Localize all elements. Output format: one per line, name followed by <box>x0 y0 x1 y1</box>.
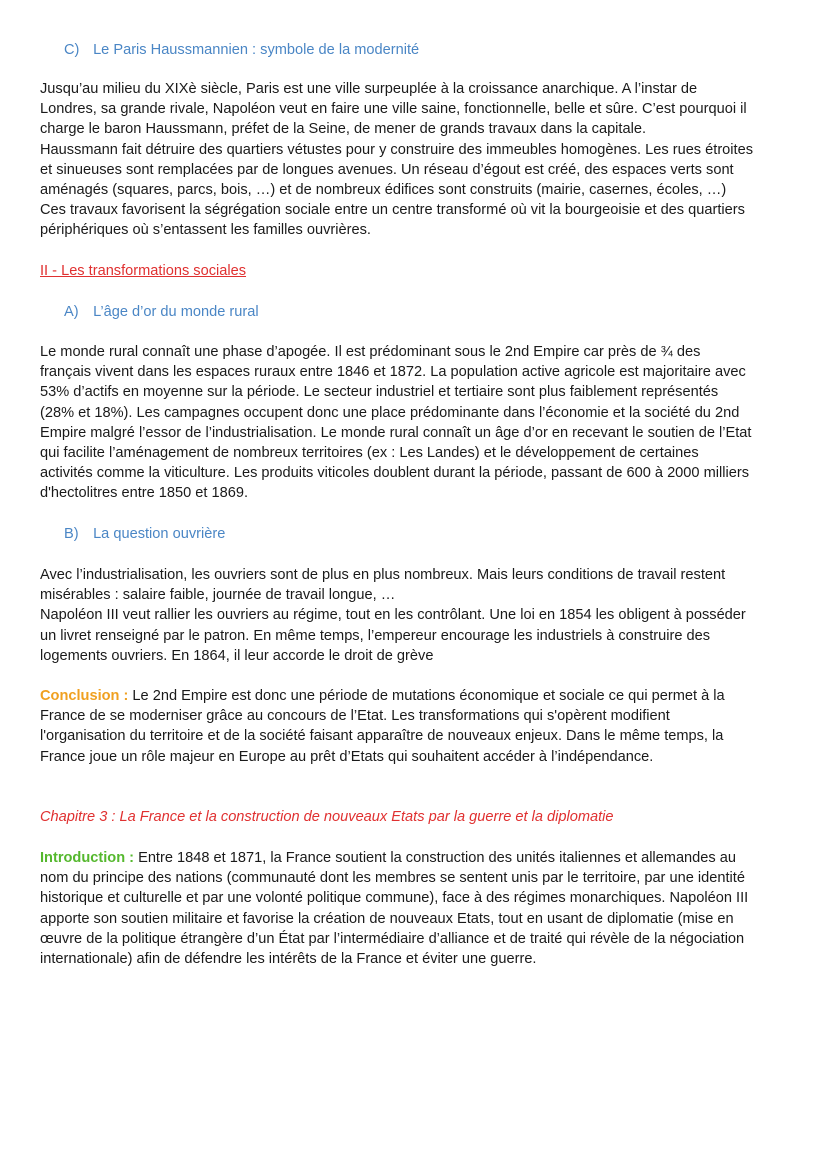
conclusion-paragraph <box>40 686 792 767</box>
paragraph-line <box>40 848 792 868</box>
subsection-a-title: L’âge d’or du monde rural <box>93 304 259 320</box>
paragraph-line: activités comme la viticulture. Les produits viticoles doublent durant la période, passant de 600 à 2000 milliers <box>40 465 749 482</box>
chapter-title: Chapitre 3 : La France et la construction de nouveaux Etats par la guerre et la diplomatie <box>40 809 614 825</box>
paragraph-line: Haussmann fait détruire des quartiers vétustes pour y construire des immeubles homogènes. Les rues étroites <box>40 141 754 158</box>
paragraph-line: Napoléon III veut rallier les ouvriers au régime, tout en les contrôlant. Une loi en 1854 les obligent à posséder <box>40 607 746 624</box>
paragraph-line: un livret renseigné par le patron. En même temps, l’empereur encourage les industriels à construire des <box>40 627 711 644</box>
paragraph-line: logements ouvriers. En 1864, il leur accorde le droit de grève <box>40 647 434 664</box>
subsection-a-heading <box>64 302 816 322</box>
paragraph-line: charge le baron Haussmann, préfet de la Seine, de mener de grands travaux dans la capitale. <box>40 121 647 138</box>
introduction-first-line: Entre 1848 et 1871, la France soutient la construction des unités italiennes et allemandes au <box>134 850 736 866</box>
paragraph-line: misérables : salaire faible, journée de travail longue, … <box>40 587 396 604</box>
subsection-c-paragraph <box>40 79 792 241</box>
paragraph-line: français vivent dans les espaces ruraux entre 1846 et 1872. La population active agricole est majoritaire avec <box>40 364 746 381</box>
subsection-a-label: A) <box>64 304 79 320</box>
paragraph-line: France de se moderniser grâce au concours de l’Etat. Les transformations qui s'opèrent modifient <box>40 708 670 725</box>
section-ii-heading: II - Les transformations sociales <box>40 263 247 279</box>
paragraph-line: apporte son soutien militaire et favorise la création de nouveaux Etats, tout en usant de diplomatie (mise en <box>40 910 734 927</box>
subsection-c-heading <box>64 40 816 60</box>
paragraph-line: (28% et 18%). Les campagnes occupent donc une place prédominante dans l’économie et la société du 2nd <box>40 404 740 421</box>
introduction-paragraph <box>40 848 792 969</box>
paragraph-line: Empire malgré l’essor de l’industrialisation. Le monde rural connaît un âge d’or en recevant le soutien de l’Etat <box>40 424 752 441</box>
paragraph-line: 53% d’actifs en moyenne sur la période. Le secteur industriel et tertiaire sont plus faiblement représentés <box>40 384 719 401</box>
subsection-b-title: La question ouvrière <box>93 526 226 542</box>
conclusion-first-line: Le 2nd Empire est donc une période de mutations économique et sociale ce qui permet à la <box>128 688 725 704</box>
paragraph-line: d'hectolitres entre 1850 et 1869. <box>40 485 249 502</box>
paragraph-line: France joue un rôle majeur en Europe au prêt d’Etats qui souhaitent accéder à l’indépendance. <box>40 748 654 765</box>
subsection-b-label: B) <box>64 526 79 542</box>
paragraph-line: qui facilite l’aménagement de nombreux territoires (ex : Les Landes) et le développement de certaines <box>40 445 699 462</box>
paragraph-line: internationale) afin de défendre les intérêts de la France et éviter une guerre. <box>40 951 537 968</box>
paragraph-line: œuvre de la politique étrangère d’un État par l’intermédiaire d’alliance et de traité qui révèle de la négociation <box>40 930 745 947</box>
paragraph-line: l'organisation du territoire et de la société faisant apparaître de nouveaux enjeux. Dans le même temps, la <box>40 728 724 745</box>
subsection-c-label: C) <box>64 42 80 58</box>
subsection-b-heading <box>64 524 816 544</box>
paragraph-line: aménagés (squares, parcs, bois, …) et de nombreux édifices sont construits (mairie, casernes, écoles, …) <box>40 182 727 199</box>
subsection-b-paragraph <box>40 565 792 666</box>
introduction-keyword: Introduction : <box>40 850 135 866</box>
paragraph-line: Ces travaux favorisent la ségrégation sociale entre un centre transformé où vit la bourgeoisie et des quartiers <box>40 202 745 219</box>
paragraph-line: Jusqu’au milieu du XIXè siècle, Paris est une ville surpeuplée à la croissance anarchique. A l’instar de <box>40 81 698 97</box>
paragraph-line: Avec l’industrialisation, les ouvriers sont de plus en plus nombreux. Mais leurs conditions de travail restent <box>40 567 726 583</box>
paragraph-line: historique et culturelle et par une volonté politique commune), face à des régimes monarchiques. Napoléon III <box>40 890 749 907</box>
paragraph-line: nom du principe des nations (communauté dont les membres se sentent unis par le territoire, par une identité <box>40 870 745 887</box>
conclusion-keyword: Conclusion : <box>40 688 129 704</box>
paragraph-line: Londres, sa grande rivale, Napoléon veut en faire une ville saine, fonctionnelle, belle et sûre. C’est pourquoi il <box>40 101 747 118</box>
paragraph-line: et sinueuses sont remplacées par de longues avenues. Un réseau d’égout est créé, des espaces verts sont <box>40 161 734 178</box>
paragraph-line: périphériques où s’entassent les familles ouvrières. <box>40 222 371 239</box>
subsection-a-paragraph <box>40 342 792 504</box>
paragraph-line: Le monde rural connaît une phase d’apogée. Il est prédominant sous le 2nd Empire car près de ¾ des <box>40 344 701 360</box>
subsection-c-title: Le Paris Haussmannien : symbole de la modernité <box>93 42 420 58</box>
paragraph-line <box>40 686 792 706</box>
